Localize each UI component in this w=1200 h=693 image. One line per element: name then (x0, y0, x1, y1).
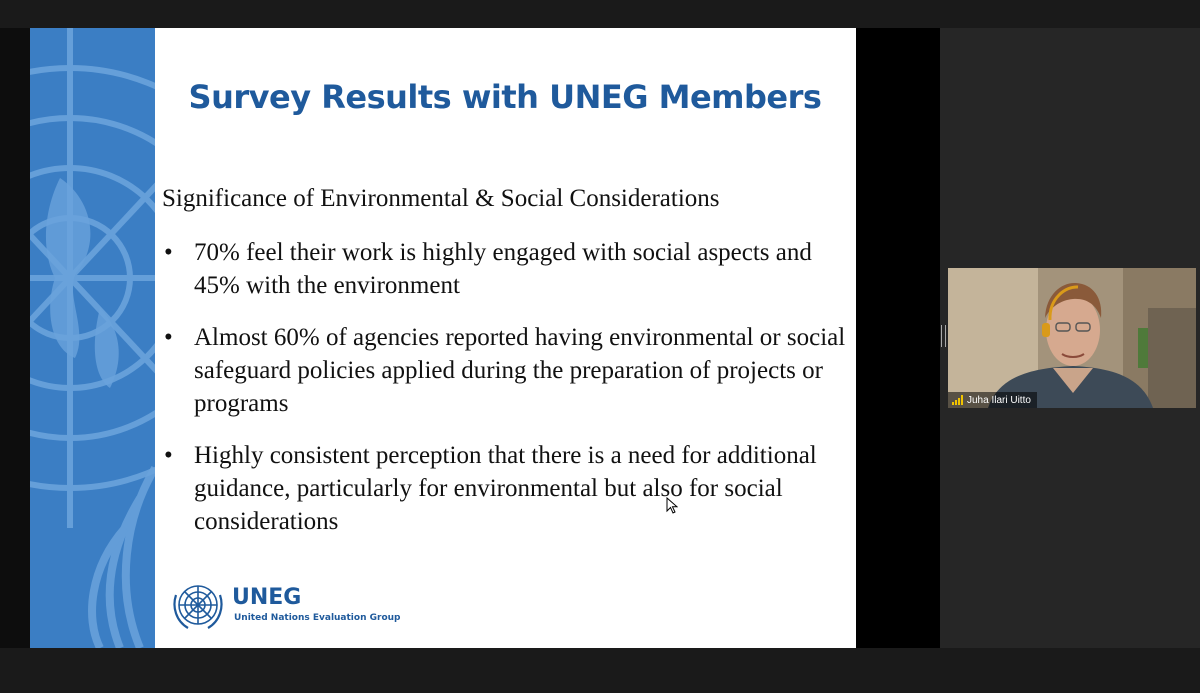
signal-bars-icon (952, 395, 963, 405)
logo-subtitle: United Nations Evaluation Group (234, 613, 401, 623)
slide-subtitle: Significance of Environmental & Social Considerations (162, 185, 720, 212)
slide-title: Survey Results with UNEG Members (188, 78, 822, 116)
bullet-item (162, 236, 852, 302)
bullet-text: Highly consistent perception that there is a need for additional guidance, particularly for environmental but also for social considerations (194, 442, 817, 535)
bullet-glyph: • (164, 324, 173, 351)
presentation-slide (30, 28, 856, 648)
top-bar (0, 0, 1200, 28)
bullet-glyph: • (164, 239, 173, 266)
participant-name-label (948, 392, 1037, 408)
bullet-item (162, 321, 852, 420)
participant-video-tile[interactable] (948, 268, 1196, 408)
bullet-text: 70% feel their work is highly engaged with social aspects and 45% with the environment (194, 239, 812, 299)
bullet-text: Almost 60% of agencies reported having environmental or social safeguard policies applied during the preparation of projects or programs (194, 324, 846, 417)
bullet-item (162, 439, 852, 538)
bullet-glyph: • (164, 442, 173, 469)
share-left-margin (0, 28, 30, 648)
participant-video-icon (948, 268, 1196, 408)
bullet-list (162, 236, 852, 557)
un-emblem-band (30, 28, 155, 648)
logo-name: UNEG (232, 585, 302, 610)
un-emblem-watermark-icon (30, 28, 155, 648)
bottom-bar (0, 648, 1200, 693)
panel-resize-handle[interactable] (941, 325, 946, 347)
un-emblem-icon (172, 581, 224, 631)
mouse-pointer-icon (666, 497, 678, 515)
participant-name: Juha Ilari Uitto (967, 394, 1031, 406)
